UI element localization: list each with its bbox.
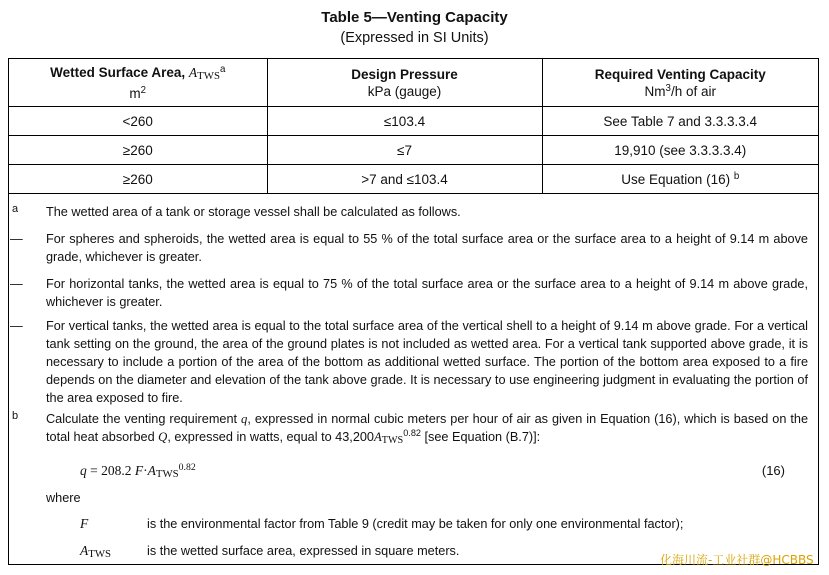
term-definition: is the wetted surface area, expressed in square meters. — [147, 544, 460, 558]
cell-area: <260 — [9, 107, 267, 136]
table-row — [9, 165, 818, 194]
equation-16: q = 208.2 $F\cdot ATWS^{0.82}$ — [80, 462, 196, 480]
table-row — [9, 107, 818, 136]
cell-pressure: ≤103.4 — [267, 107, 542, 136]
header-venting-capacity: Required Venting Capacity Nm$^3$/h of air — [542, 59, 818, 107]
cell-pressure: >7 and ≤103.4 — [267, 165, 542, 194]
header-wetted-area: Wetted Surface Area, ATWS$^a$ $m^2$ — [9, 59, 267, 107]
term-symbol: ATWS — [80, 543, 112, 560]
table-subtitle: (Expressed in SI Units) — [340, 30, 489, 46]
where-label: where — [46, 491, 81, 505]
cell-pressure: ≤7 — [267, 136, 542, 165]
header-design-pressure: Design Pressure kPa (gauge) — [267, 59, 542, 107]
term-symbol: F — [80, 516, 89, 531]
cell-capacity: Use Equation (16) $^b$ — [542, 165, 818, 194]
equation-number: (16) — [761, 463, 785, 478]
footnote-a-ref: a — [219, 63, 226, 75]
venting-grid — [9, 59, 818, 194]
term-definition: is the environmental factor from Table 9 (credit may be taken for only one environmental factor); — [147, 517, 684, 531]
table-title: Table 5—Venting Capacity — [321, 9, 508, 26]
cell-capacity: 19,910 (see 3.3.3.3.4) — [542, 136, 818, 165]
venting-capacity-table: Wetted Surface Area, ATWS$^a$ $m^2$ Design Pressure kPa (gauge) Required Venting Capacity Nm$^3$/h of air <260 ≤103.4 See Table 7 and 3.3.3.3.4 ≥260 ≤7 19,910 (see 3.3.3.3.4) ≥260 >7 and ≤103.4 Use Equation (16) $^b$ a The wetted area of a tank or storage vessel shall be calculated as follows. — For spheres and spheroids, the wetted area is equal to 55 % of the total surface area or the surface area to a height of 9.14 m above grade, whichever is greater. — For horizontal tanks, the wetted area is equal to 75 % of the total surface area or the surface area to a height of 9.14 m above grade, whichever is greater. — For vertical tanks, the wetted area is equal to the total surface area of the vertical shell to a height of 9.14 m above grade. For a vertical tank setting on the ground, the area of the ground plates is not included as wetted area. For a vertical tank supported above grade, it is necessary to include a portion of the area of the bottom as additional wetted surface. The portion of the bottom area exposed to a fire depends on the diameter and elevation of the tank above grade. It is necessary to use engineering judgment in evaluating the portion of the area exposed to fire. b Calculate the venting requirement q, expressed in normal cubic meters per hour of air as given in Equation (16), which is based on the total heat absorbed Q, expressed in watts, equal to $43,200ATWS^{0.82}$ [see Equation (B.7)]: q = 208.2 $F\cdot ATWS^{0.82}$ (16) where F is the environmental factor from Table 9 (credit may be taken for only one environmental factor); ATWS is the wetted surface area, expressed in square meters. — [8, 58, 819, 565]
header-row — [9, 59, 818, 107]
table-row — [9, 136, 818, 165]
cell-area: ≥260 — [9, 136, 267, 165]
cell-area: ≥260 — [9, 165, 267, 194]
dash-marker: — — [10, 277, 23, 291]
cell-capacity: See Table 7 and 3.3.3.3.4 — [542, 107, 818, 136]
watermark-text: 化海川流-工业社群@HCBBS — [660, 553, 814, 567]
dash-marker: — — [10, 319, 23, 333]
dash-marker: — — [10, 232, 23, 246]
footnote-b-ref: b — [733, 170, 740, 182]
